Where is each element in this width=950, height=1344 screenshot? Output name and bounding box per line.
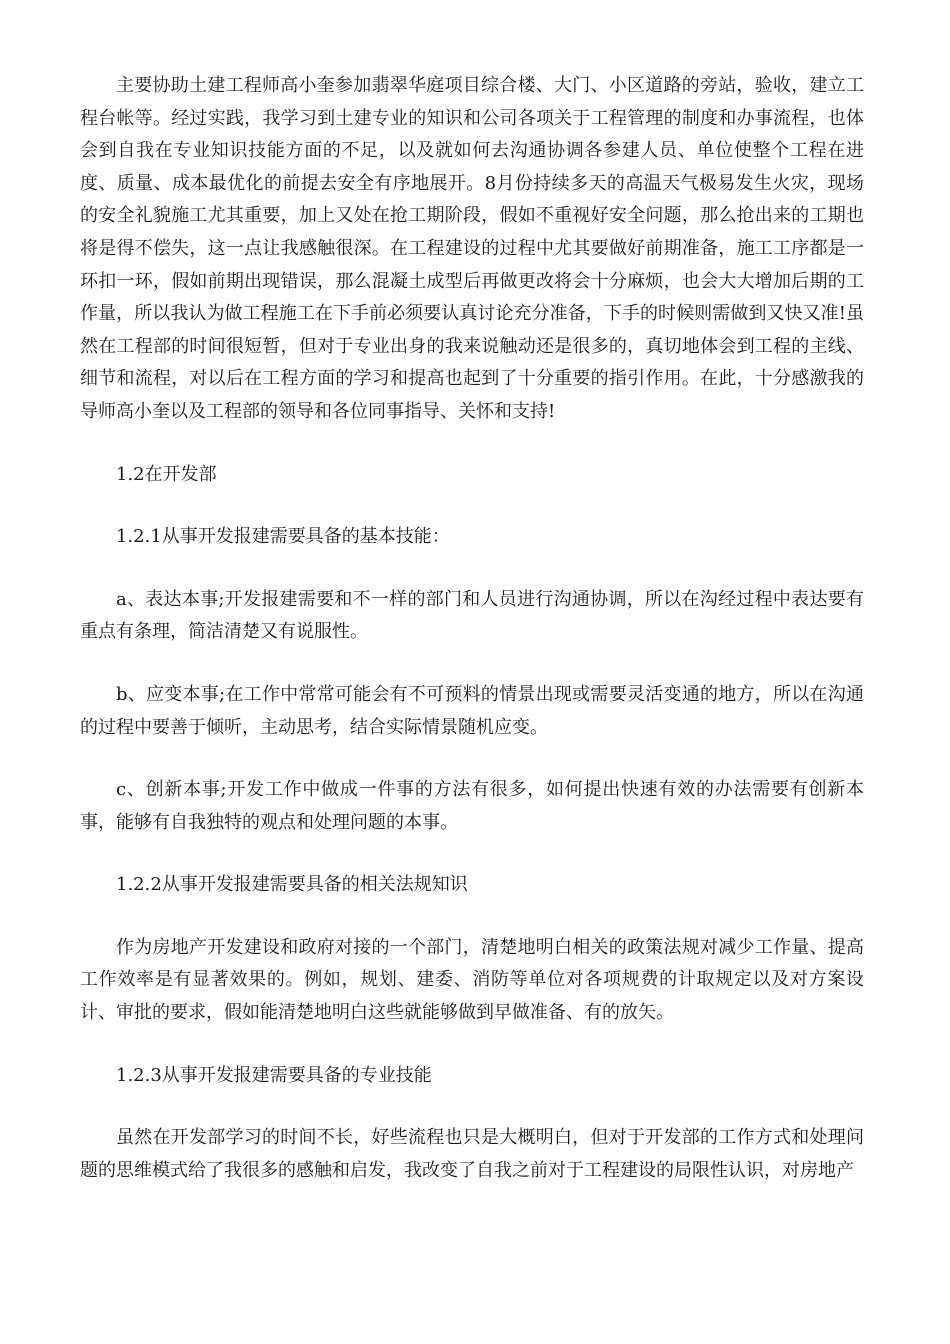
paragraph-professional-skills: 虽然在开发部学习的时间不长，好些流程也只是大概明白，但对于开发部的工作方式和处理问题的思维模式给了我很多的感触和启发，我改变了自我之前对于工程建设的局限性认识，对房地产 (80, 1127, 864, 1181)
list-item-expression-skill: a、表达本事;开发报建需要和不一样的部门和人员进行沟通协调，所以在沟经过程中表达要有重点有条理，简洁清楚又有说服性。 (80, 588, 864, 643)
subsection-heading-regulations: 1.2.2从事开发报建需要具备的相关法规知识 (116, 874, 468, 896)
list-item-innovation-skill: c、创新本事;开发工作中做成一件事的方法有很多，如何提出快速有效的办法需要有创新本事，能够有自我独特的观点和处理问题的本事。 (80, 779, 864, 833)
paragraph-regulations: 作为房地产开发建设和政府对接的一个部门，清楚地明白相关的政策法规对减少工作量、提高工作效率是有显著效果的。例如，规划、建委、消防等单位对各项规费的计取规定以及对方案设计、审批的要求，假如能清楚地明白这些就能够做到早做准备、有的放矢。 (80, 936, 864, 1024)
list-item-adaptability-skill: b、应变本事;在工作中常常可能会有不可预料的情景出现或需要灵活变通的地方，所以在沟通的过程中要善于倾听，主动思考，结合实际情景随机应变。 (80, 683, 864, 738)
subsection-heading-basic-skills: 1.2.1从事开发报建需要具备的基本技能： (116, 526, 450, 548)
paragraph-engineering-summary: 主要协助土建工程师高小奎参加翡翠华庭项目综合楼、大门、小区道路的旁站，验收，建立工程台帐等。经过实践，我学习到土建专业的知识和公司各项关于工程管理的制度和办事流程，也体会到自我在专业知识技能方面的不足，以及就如何去沟通协调各参建人员、单位使整个工程在进度、质量、成本最优化的前提去安全有序地展开。8月份持续多天的高温天气极易发生火灾，现场的安全礼貌施工尤其重要，加上又处在抢工期阶段，假如不重视好安全问题，那么抢出来的工期也将是得不偿失，这一点让我感触很深。在工程建设的过程中尤其要做好前期准备，施工工序都是一环扣一环，假如前期出现错误，那么混凝土成型后再做更改将会十分麻烦，也会大大增加后期的工作量，所以我认为做工程施工在下手前必须要认真讨论充分准备，下手的时候则需做到又快又准!虽然在工程部的时间很短暂，但对于专业出身的我来说触动还是很多的，真切地体会到工程的主线、细节和流程，对以后在工程方面的学习和提高也起到了十分重要的指引作用。在此，十分感激我的导师高小奎以及工程部的领导和各位同事指导、关怀和支持! (80, 75, 864, 422)
subsection-heading-professional-skills: 1.2.3从事开发报建需要具备的专业技能 (116, 1064, 432, 1086)
section-heading-development-dept: 1.2在开发部 (116, 463, 217, 485)
